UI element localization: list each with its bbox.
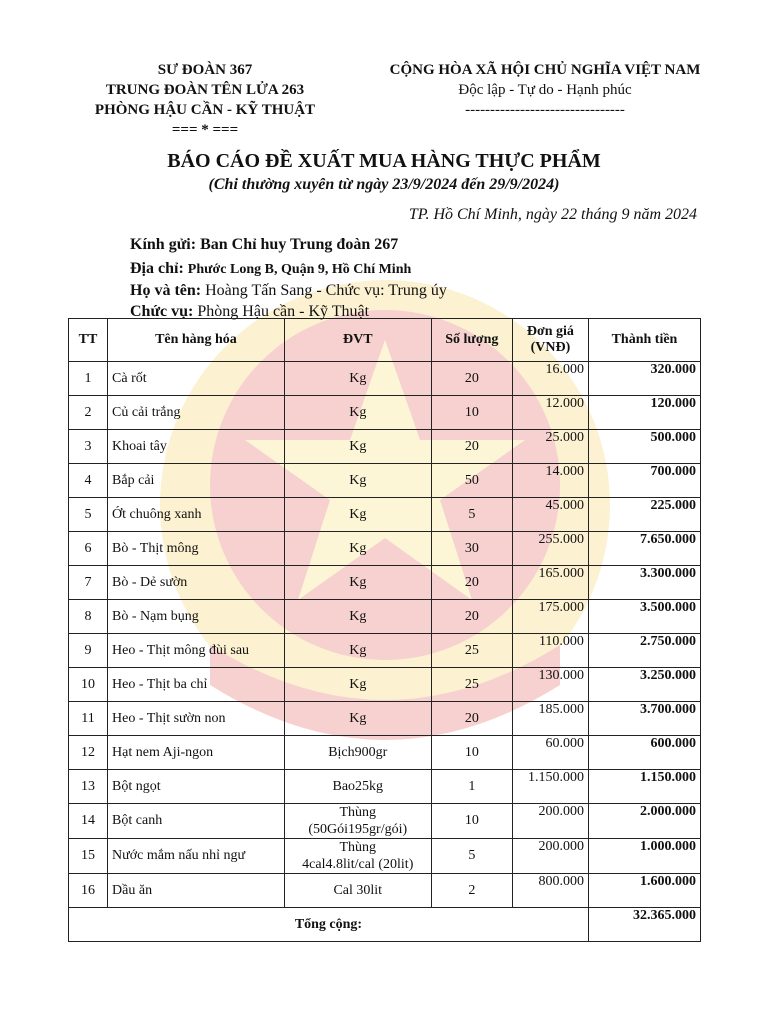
recipient-line <box>130 236 398 254</box>
cell-unit-line1: Thùng <box>339 840 377 855</box>
name-label: Họ và tên: <box>130 282 202 299</box>
cell-unit: Kg <box>284 702 431 736</box>
cell-amount: 3.300.000 <box>588 566 700 600</box>
cell-amount: 1.000.000 <box>588 839 700 874</box>
motto-rule: -------------------------------- <box>465 102 625 118</box>
header-separator: === * === <box>171 122 239 138</box>
cell-item-name: Ớt chuông xanh <box>108 498 285 532</box>
cell-unit: Bao25kg <box>284 770 431 804</box>
issuing-unit-header <box>70 60 340 140</box>
position-label: Chức vụ: <box>130 303 194 320</box>
address-value: Phước Long B, Quận 9, Hồ Chí Minh <box>187 262 412 277</box>
cell-quantity: 10 <box>431 396 512 430</box>
cell-amount: 320.000 <box>588 362 700 396</box>
cell-quantity: 20 <box>431 362 512 396</box>
cell-unit-price: 16.000 <box>512 362 588 396</box>
table-row <box>69 396 701 430</box>
cell-quantity: 30 <box>431 532 512 566</box>
cell-unit-price: 255.000 <box>512 532 588 566</box>
table-header-row <box>69 319 701 362</box>
cell-unit-price: 175.000 <box>512 600 588 634</box>
header-tt: TT <box>69 319 108 362</box>
purchase-items-table <box>68 318 701 942</box>
cell-unit-price: 1.150.000 <box>512 770 588 804</box>
cell-tt: 1 <box>69 362 108 396</box>
header-price-line1: Đơn giá <box>526 324 574 339</box>
cell-unit-price: 200.000 <box>512 839 588 874</box>
header-unit: ĐVT <box>284 319 431 362</box>
nation-name: CỘNG HÒA XÃ HỘI CHỦ NGHĨA VIỆT NAM <box>389 62 701 78</box>
cell-quantity: 5 <box>431 839 512 874</box>
cell-unit-price: 200.000 <box>512 804 588 839</box>
cell-tt: 12 <box>69 736 108 770</box>
table-row <box>69 702 701 736</box>
national-header <box>380 60 710 120</box>
table-row <box>69 770 701 804</box>
recipient-value: Ban Chỉ huy Trung đoàn 267 <box>200 236 399 253</box>
cell-amount: 225.000 <box>588 498 700 532</box>
cell-tt: 14 <box>69 804 108 839</box>
cell-quantity: 5 <box>431 498 512 532</box>
cell-unit <box>284 839 431 874</box>
cell-item-name: Heo - Thịt ba chỉ <box>108 668 285 702</box>
cell-item-name: Dầu ăn <box>108 874 285 908</box>
cell-unit-price: 14.000 <box>512 464 588 498</box>
cell-tt: 9 <box>69 634 108 668</box>
cell-unit: Kg <box>284 634 431 668</box>
cell-unit: Kg <box>284 396 431 430</box>
cell-unit-line1: Thùng <box>339 805 377 820</box>
table-row <box>69 839 701 874</box>
cell-amount: 1.150.000 <box>588 770 700 804</box>
cell-item-name: Heo - Thịt sườn non <box>108 702 285 736</box>
cell-unit-price: 12.000 <box>512 396 588 430</box>
cell-amount: 2.000.000 <box>588 804 700 839</box>
cell-quantity: 20 <box>431 566 512 600</box>
cell-amount: 7.650.000 <box>588 532 700 566</box>
document-title: BÁO CÁO ĐỀ XUẤT MUA HÀNG THỰC PHẨM <box>167 150 601 172</box>
cell-tt: 16 <box>69 874 108 908</box>
header-unit-price <box>512 319 588 362</box>
cell-unit: Kg <box>284 498 431 532</box>
cell-item-name: Hạt nem Aji-ngon <box>108 736 285 770</box>
cell-quantity: 1 <box>431 770 512 804</box>
recipient-label: Kính gửi: <box>130 236 197 253</box>
cell-amount: 3.500.000 <box>588 600 700 634</box>
cell-unit: Kg <box>284 668 431 702</box>
table-row <box>69 668 701 702</box>
cell-tt: 13 <box>69 770 108 804</box>
cell-unit: Cal 30lit <box>284 874 431 908</box>
cell-amount: 120.000 <box>588 396 700 430</box>
name-value: Hoàng Tấn Sang - Chức vụ: Trung úy <box>205 282 447 299</box>
cell-amount: 600.000 <box>588 736 700 770</box>
table-row <box>69 600 701 634</box>
cell-item-name: Bò - Nạm bụng <box>108 600 285 634</box>
cell-quantity: 20 <box>431 600 512 634</box>
cell-tt: 2 <box>69 396 108 430</box>
cell-quantity: 25 <box>431 668 512 702</box>
table-row <box>69 566 701 600</box>
cell-unit-price: 130.000 <box>512 668 588 702</box>
position-value: Phòng Hậu cần - Kỹ Thuật <box>197 303 370 320</box>
cell-amount: 2.750.000 <box>588 634 700 668</box>
national-motto: Độc lập - Tự do - Hạnh phúc <box>458 82 632 98</box>
cell-amount: 3.250.000 <box>588 668 700 702</box>
total-label: Tổng cộng: <box>69 908 589 942</box>
cell-amount: 3.700.000 <box>588 702 700 736</box>
cell-tt: 15 <box>69 839 108 874</box>
cell-unit-price: 25.000 <box>512 430 588 464</box>
cell-amount: 500.000 <box>588 430 700 464</box>
cell-unit <box>284 804 431 839</box>
cell-item-name: Nước mắm nấu nhỉ ngư <box>108 839 285 874</box>
cell-quantity: 50 <box>431 464 512 498</box>
address-line <box>130 260 411 278</box>
cell-item-name: Bắp cải <box>108 464 285 498</box>
cell-tt: 7 <box>69 566 108 600</box>
cell-tt: 11 <box>69 702 108 736</box>
place-and-date: TP. Hồ Chí Minh, ngày 22 tháng 9 năm 2024 <box>408 206 697 223</box>
cell-unit-price: 45.000 <box>512 498 588 532</box>
cell-item-name: Bột canh <box>108 804 285 839</box>
document-subtitle: (Chi thường xuyên từ ngày 23/9/2024 đến 29/9/2024) <box>208 176 560 193</box>
cell-item-name: Cà rốt <box>108 362 285 396</box>
cell-item-name: Bột ngọt <box>108 770 285 804</box>
table-row <box>69 804 701 839</box>
cell-unit: Kg <box>284 362 431 396</box>
cell-unit: Bịch900gr <box>284 736 431 770</box>
cell-item-name: Bò - Dẻ sườn <box>108 566 285 600</box>
cell-item-name: Củ cải trắng <box>108 396 285 430</box>
cell-quantity: 25 <box>431 634 512 668</box>
cell-unit-price: 185.000 <box>512 702 588 736</box>
table-row <box>69 634 701 668</box>
table-row <box>69 532 701 566</box>
address-label: Địa chỉ: <box>130 260 184 277</box>
division-name: SƯ ĐOÀN 367 <box>157 62 253 78</box>
cell-unit: Kg <box>284 430 431 464</box>
cell-unit: Kg <box>284 566 431 600</box>
header-price-line2: (VNĐ) <box>530 340 571 355</box>
cell-item-name: Heo - Thịt mông đùi sau <box>108 634 285 668</box>
cell-unit-price: 110.000 <box>512 634 588 668</box>
cell-tt: 3 <box>69 430 108 464</box>
cell-amount: 700.000 <box>588 464 700 498</box>
total-amount: 32.365.000 <box>588 908 700 942</box>
cell-unit-line2: (50Gói195gr/gói) <box>308 822 408 837</box>
cell-tt: 5 <box>69 498 108 532</box>
header-item-name: Tên hàng hóa <box>108 319 285 362</box>
cell-quantity: 20 <box>431 430 512 464</box>
cell-item-name: Khoai tây <box>108 430 285 464</box>
total-row <box>69 908 701 942</box>
cell-unit-price: 165.000 <box>512 566 588 600</box>
table-row <box>69 874 701 908</box>
cell-unit-price: 60.000 <box>512 736 588 770</box>
cell-quantity: 2 <box>431 874 512 908</box>
table-row <box>69 736 701 770</box>
cell-unit: Kg <box>284 600 431 634</box>
cell-unit-price: 800.000 <box>512 874 588 908</box>
cell-quantity: 20 <box>431 702 512 736</box>
header-amount: Thành tiền <box>588 319 700 362</box>
name-line <box>130 282 447 300</box>
cell-item-name: Bò - Thịt mông <box>108 532 285 566</box>
table-row <box>69 430 701 464</box>
cell-tt: 8 <box>69 600 108 634</box>
table-row <box>69 362 701 396</box>
table-row <box>69 464 701 498</box>
cell-unit-line2: 4cal4.8lit/cal (20lit) <box>302 857 414 872</box>
header-quantity: Số lượng <box>431 319 512 362</box>
department-name: PHÒNG HẬU CẦN - KỸ THUẬT <box>94 102 316 118</box>
cell-quantity: 10 <box>431 736 512 770</box>
cell-tt: 4 <box>69 464 108 498</box>
cell-quantity: 10 <box>431 804 512 839</box>
cell-tt: 6 <box>69 532 108 566</box>
cell-tt: 10 <box>69 668 108 702</box>
table-row <box>69 498 701 532</box>
cell-unit: Kg <box>284 464 431 498</box>
cell-amount: 1.600.000 <box>588 874 700 908</box>
regiment-name: TRUNG ĐOÀN TÊN LỬA 263 <box>105 82 305 98</box>
cell-unit: Kg <box>284 532 431 566</box>
